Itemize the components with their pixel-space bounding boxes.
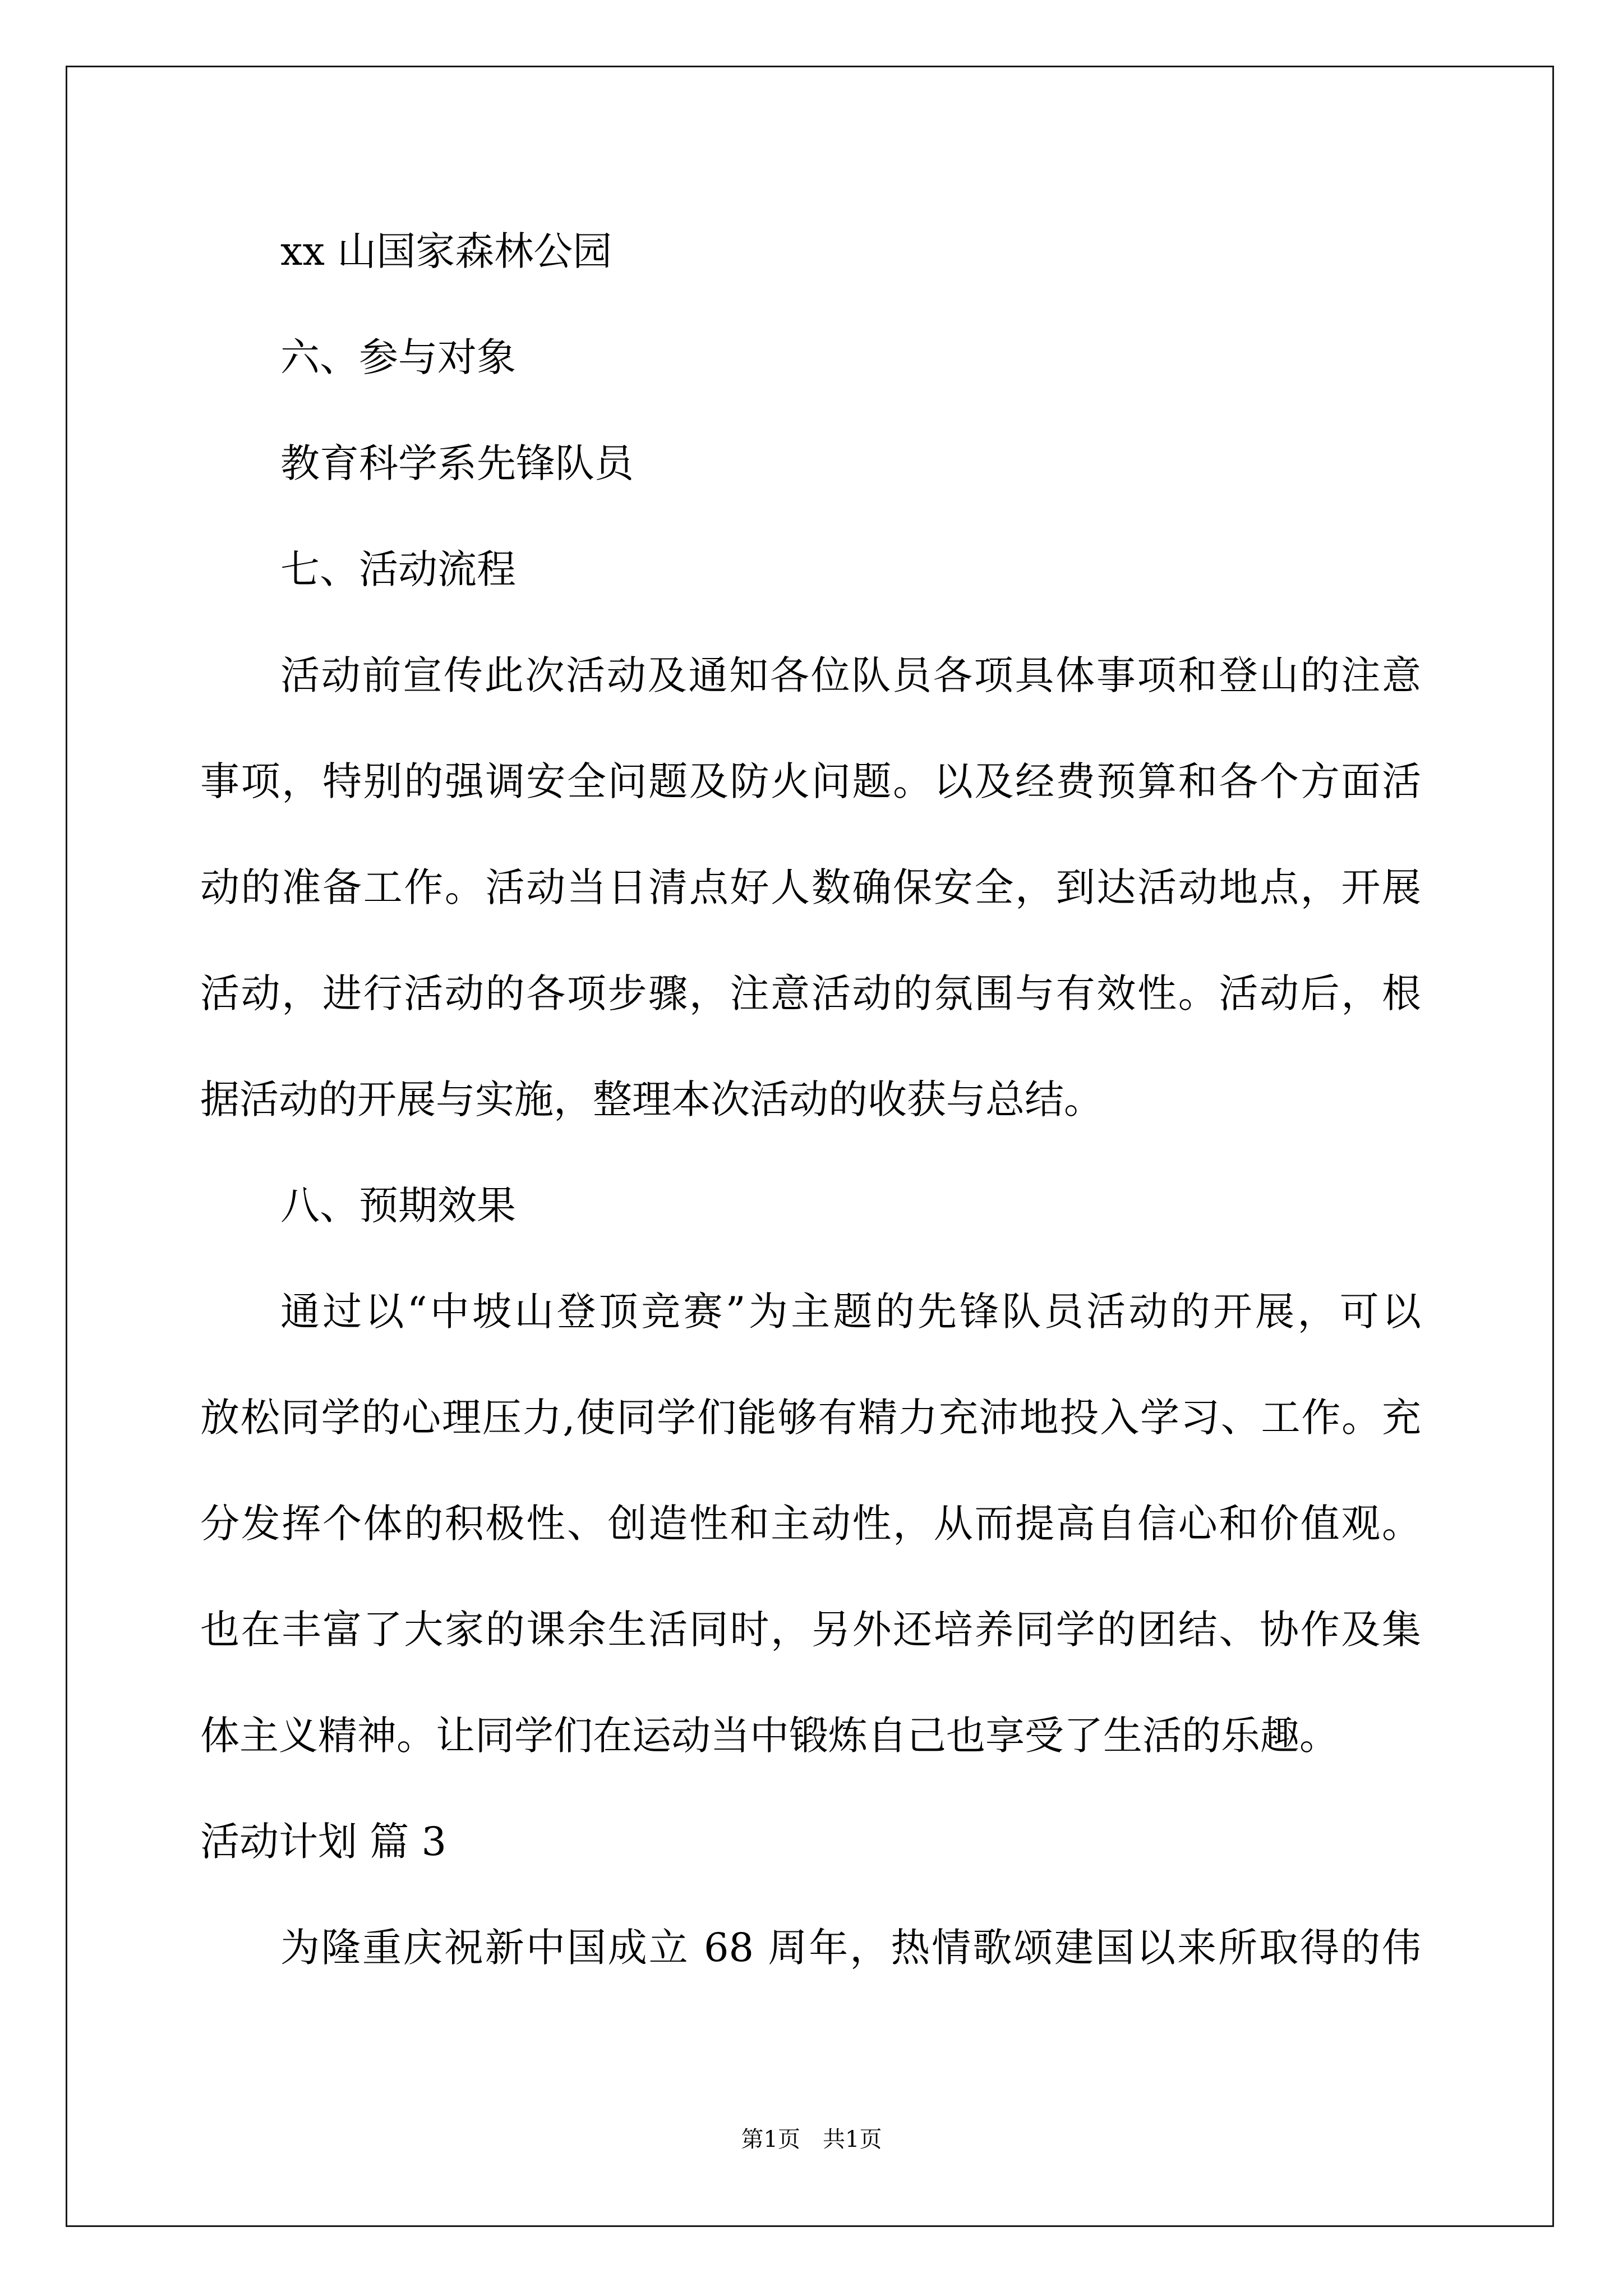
participants-text: 教育科学系先锋队员: [280, 440, 634, 486]
section-heading-expected-effect: 八、预期效果: [280, 1182, 516, 1228]
activity-flow-line: 活动，进行活动的各项步骤，注意活动的氛围与有效性。活动后，根: [200, 970, 1421, 1016]
document-body: [200, 199, 1421, 2001]
activity-flow-line: 动的准备工作。活动当日清点好人数确保安全，到达活动地点，开展: [200, 864, 1421, 910]
activity-flow-line: 事项，特别的强调安全问题及防火问题。以及经费预算和各个方面活: [200, 758, 1421, 804]
activity-flow-paragraph: [200, 623, 1421, 1153]
expected-effect-paragraph: [200, 1259, 1421, 1789]
expected-effect-line: 通过以“中坡山登顶竞赛”为主题的先锋队员活动的开展，可以: [280, 1289, 1421, 1335]
park-location-text: xx 山国家森林公园: [280, 228, 612, 274]
expected-effect-line: 体主义精神。让同学们在运动当中锻炼自己也享受了生活的乐趣。: [200, 1713, 1339, 1759]
section-heading-participants: 六、参与对象: [280, 334, 516, 380]
activity-flow-line: 据活动的开展与实施，整理本次活动的收获与总结。: [200, 1076, 1103, 1122]
expected-effect-line: 分发挥个体的积极性、创造性和主动性，从而提高自信心和价值观。: [200, 1501, 1421, 1547]
expected-effect-line: 放松同学的心理压力,使同学们能够有精力充沛地投入学习、工作。充: [200, 1395, 1421, 1441]
plan-title: 活动计划 篇 3: [200, 1819, 447, 1865]
activity-flow-line: 活动前宣传此次活动及通知各位队员各项具体事项和登山的注意: [280, 652, 1421, 698]
intro-paragraph: [200, 1895, 1421, 2001]
section-heading-activity-flow: 七、活动流程: [280, 546, 516, 592]
intro-line: 为隆重庆祝新中国成立 68 周年，热情歌颂建国以来所取得的伟: [280, 1925, 1421, 1971]
expected-effect-line: 也在丰富了大家的课余生活同时，另外还培养同学的团结、协作及集: [200, 1607, 1421, 1653]
page-footer: 第1页 共1页: [741, 2127, 882, 2152]
